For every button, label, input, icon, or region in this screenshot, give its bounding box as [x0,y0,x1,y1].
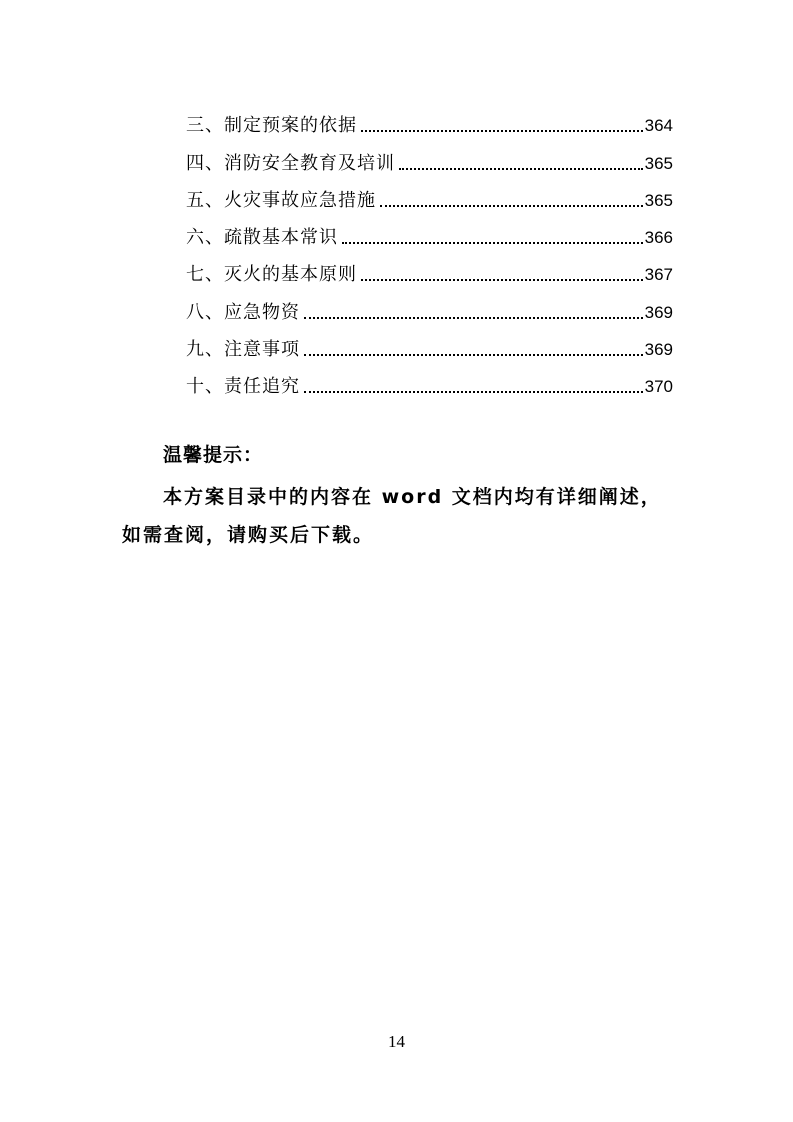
tip-paragraph: 本方案目录中的内容在 word 文档内均有详细阐述，如需查阅，请购买后下载。 [122,486,662,546]
toc-dot-leader [342,242,643,244]
toc-entry-page: 365 [644,190,673,210]
toc-dot-leader [361,279,643,281]
toc-dot-leader [399,168,643,170]
toc-entry-page: 370 [644,377,673,397]
table-of-contents [186,104,673,402]
toc-dot-leader [304,354,643,356]
toc-dot-leader [304,317,643,319]
toc-entry[interactable] [186,365,673,402]
toc-entry[interactable] [186,216,673,253]
toc-entry[interactable] [186,179,673,216]
toc-entry-title: 五、火灾事故应急措施 [186,189,376,211]
toc-entry[interactable] [186,141,673,178]
toc-entry-title: 三、制定预案的依据 [186,115,357,137]
toc-entry-page: 366 [644,228,673,248]
toc-entry-page: 369 [644,340,673,360]
toc-entry-title: 九、注意事项 [186,339,300,361]
toc-entry-title: 十、责任追究 [186,376,300,398]
toc-dot-leader [304,391,643,393]
toc-entry[interactable] [186,290,673,327]
toc-entry-page: 367 [644,265,673,285]
toc-entry-page: 364 [644,116,673,136]
toc-entry[interactable] [186,104,673,141]
toc-entry-title: 六、疏散基本常识 [186,227,338,249]
toc-entry-title: 七、灭火的基本原则 [186,264,357,286]
toc-entry-page: 365 [644,153,673,173]
toc-entry[interactable] [186,253,673,290]
tip-heading: 温馨提示： [163,444,264,466]
toc-entry-title: 八、应急物资 [186,301,300,323]
toc-entry-page: 369 [644,302,673,322]
page-number: 14 [388,1032,405,1051]
toc-dot-leader [361,130,643,132]
toc-entry-title: 四、消防安全教育及培训 [186,152,395,174]
toc-entry[interactable] [186,328,673,365]
toc-dot-leader [380,205,643,207]
